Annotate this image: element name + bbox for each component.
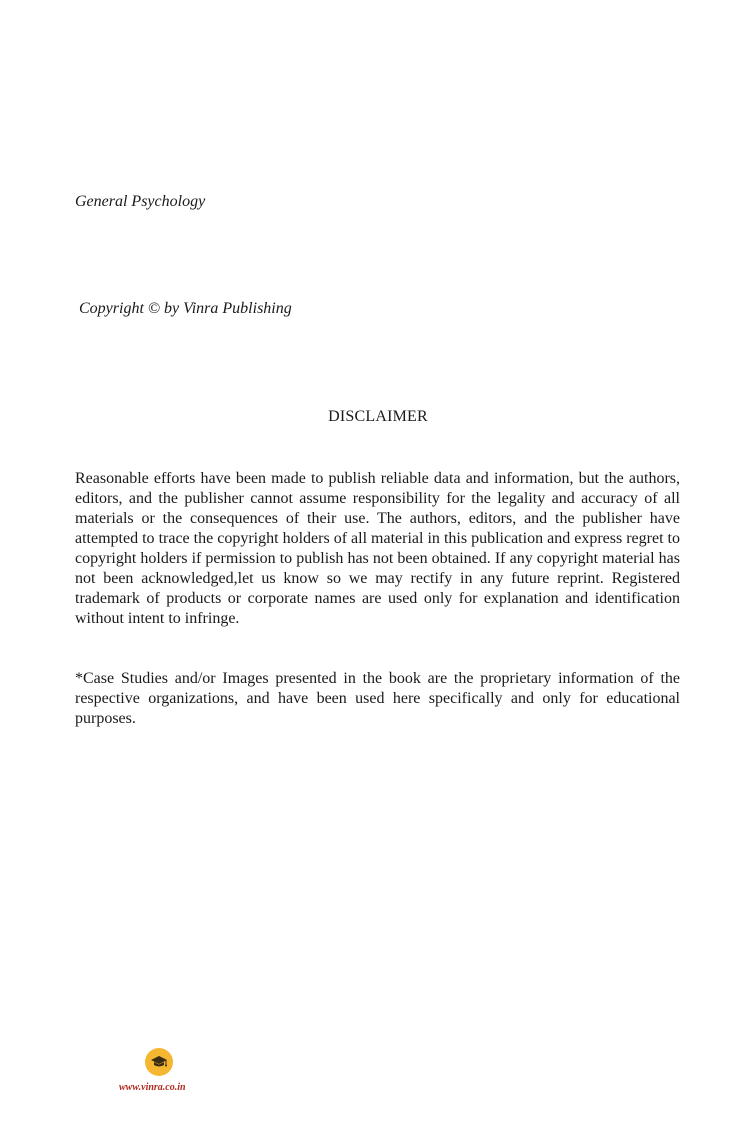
graduation-cap-icon <box>150 1054 168 1070</box>
publisher-logo <box>145 1048 173 1076</box>
publisher-website[interactable]: www.vinra.co.in <box>119 1082 186 1093</box>
disclaimer-heading: DISCLAIMER <box>328 408 428 425</box>
copyright-notice: Copyright © by Vinra Publishing <box>79 300 292 317</box>
disclaimer-paragraph: Reasonable efforts have been made to publish reliable data and information, but the authors, editors, and the publisher cannot assume responsibility for the legality and accuracy of all materials or the consequences of their use. The authors, editors, and the publisher have attempted to trace the copyright holders of all material in this publication and express regret to copyright holders if permission to publish has not been obtained. If any copyright material has not been acknowledged,let us know so we may rectify in any future reprint. Registered trademark of products or corporate names are used only for explanation and identification without intent to infringe. <box>75 470 680 627</box>
book-title: General Psychology <box>75 193 206 210</box>
case-studies-note: *Case Studies and/or Images presented in the book are the proprietary information of the respective organizations, and have been used here specifically and only for educational purposes. <box>75 670 680 727</box>
